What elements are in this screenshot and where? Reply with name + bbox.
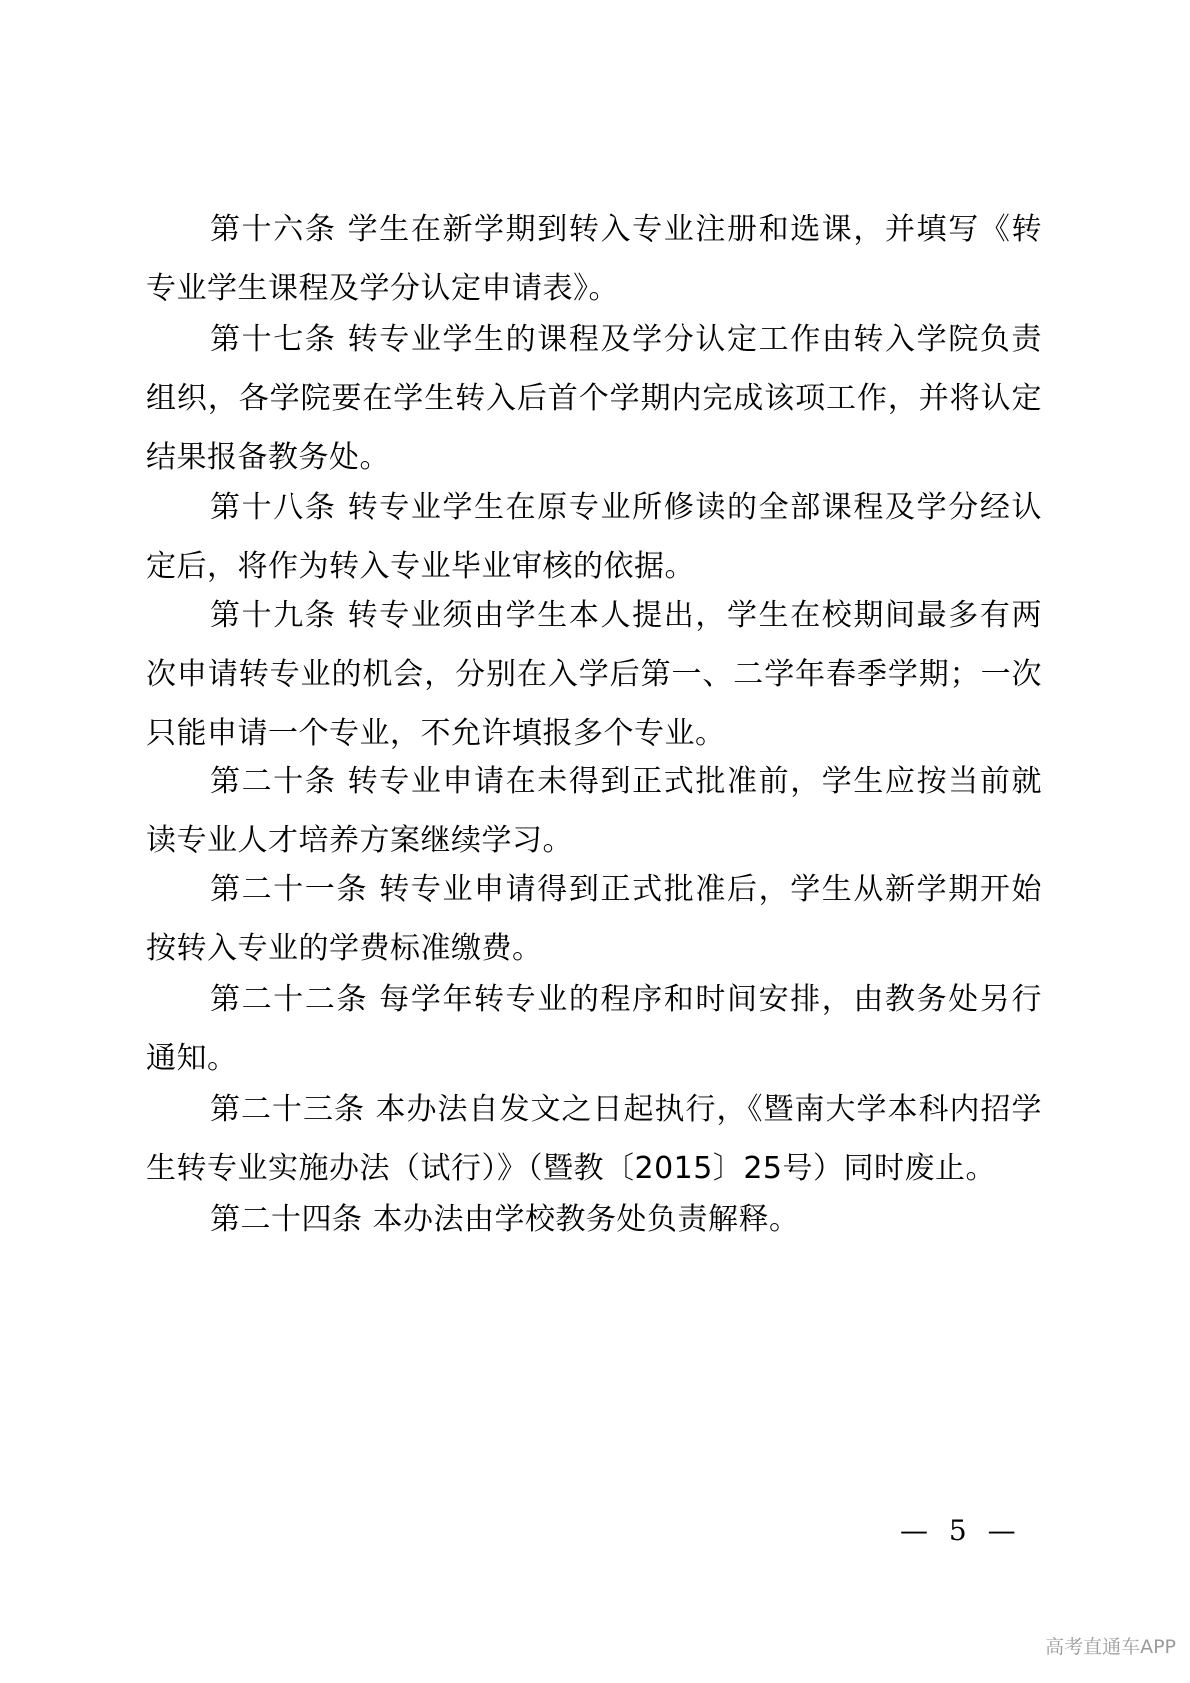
article-17: 第十七条 转专业学生的课程及学分认定工作由转入学院负责组织，各学院要在学生转入后首个学期内完成该项工作，并将认定结果报备教务处。 [146,322,1042,475]
article-23: 第二十三条 本办法自发文之日起执行，《暨南大学本科内招学生转专业实施办法（试行）》（暨教〔2015〕25号）同时废止。 [146,1092,1042,1186]
page-number: — 5 — [900,1514,1022,1547]
article-22: 第二十二条 每学年转专业的程序和时间安排，由教务处另行通知。 [146,982,1042,1076]
watermark: 高考直通车APP [1045,1636,1176,1658]
article-21: 第二十一条 转专业申请得到正式批准后，学生从新学期开始按转入专业的学费标准缴费。 [146,872,1042,966]
article-20: 第二十条 转专业申请在未得到正式批准前，学生应按当前就读专业人才培养方案继续学习。 [146,764,1042,858]
article-24: 第二十四条 本办法由学校教务处负责解释。 [210,1202,800,1237]
article-16: 第十六条 学生在新学期到转入专业注册和选课，并填写《转专业学生课程及学分认定申请表》。 [146,212,1042,306]
article-18: 第十八条 转专业学生在原专业所修读的全部课程及学分经认定后，将作为转入专业毕业审核的依据。 [146,490,1042,584]
article-19: 第十九条 转专业须由学生本人提出，学生在校期间最多有两次申请转专业的机会，分别在入学后第一、二学年春季学期；一次只能申请一个专业，不允许填报多个专业。 [146,598,1042,751]
